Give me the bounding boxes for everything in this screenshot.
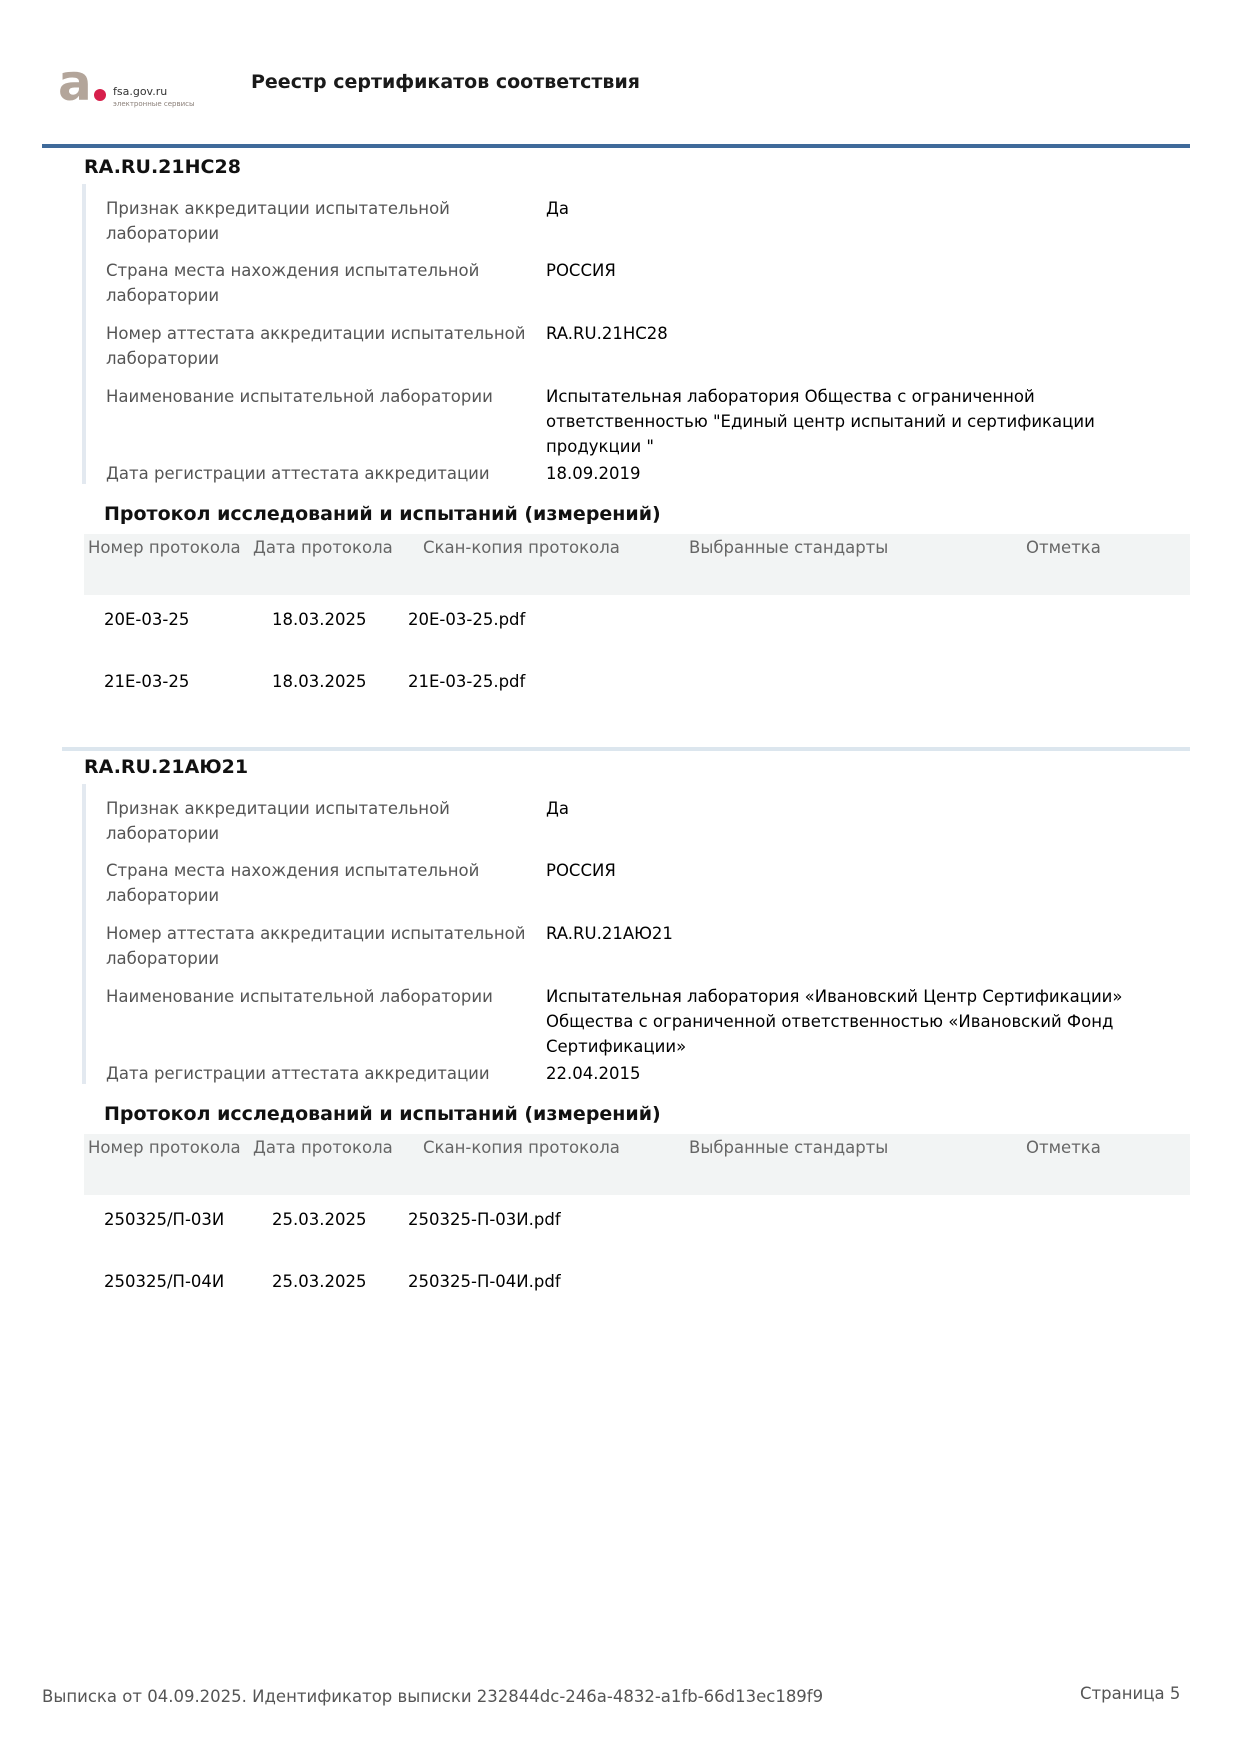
field-label: Дата регистрации аттестата аккредитации [106, 1064, 490, 1083]
column-header-date: Дата протокола [253, 1138, 393, 1157]
page-title: Реестр сертификатов соответствия [251, 71, 640, 93]
field-label: Наименование испытательной лаборатории [106, 987, 493, 1006]
section-divider [62, 747, 1190, 751]
field-label: Страна места нахождения испытательной лаборатории [106, 261, 480, 305]
lab-details [82, 784, 1186, 1084]
protocol-scan-link[interactable]: 20Е-03-25.pdf [408, 610, 526, 629]
field-value: Испытательная лаборатория Общества с ограниченной ответственностью "Единый центр испытаний и сертификации продукции " [546, 387, 1095, 456]
protocol-number: 21Е-03-25 [104, 672, 190, 691]
statement-footer: Выписка от 04.09.2025. Идентификатор выписки 232844dc-246a-4832-a1fb-66d13ec189f9 [42, 1687, 824, 1706]
protocol-title: Протокол исследований и испытаний (измерений) [104, 1103, 661, 1125]
protocol-date: 25.03.2025 [272, 1210, 367, 1229]
logo-subtitle: электронные сервисы [113, 100, 195, 108]
table-row [84, 1272, 1190, 1300]
header-divider [42, 144, 1190, 148]
table-row [84, 610, 1190, 638]
logo-dot-icon [94, 89, 106, 101]
column-header-standards: Выбранные стандарты [689, 538, 889, 557]
table-row [84, 1210, 1190, 1238]
protocol-scan-link[interactable]: 21Е-03-25.pdf [408, 672, 526, 691]
field-label: Наименование испытательной лаборатории [106, 387, 493, 406]
field-value: Испытательная лаборатория «Ивановский Центр Сертификации» Общества с ограниченной ответственностью «Ивановский Фонд Сертификации» [546, 987, 1123, 1056]
protocol-table-header [84, 534, 1190, 595]
protocol-scan-link[interactable]: 250325-П-03И.pdf [408, 1210, 561, 1229]
column-header-mark: Отметка [1026, 538, 1101, 557]
protocol-date: 18.03.2025 [272, 610, 367, 629]
protocol-scan-link[interactable]: 250325-П-04И.pdf [408, 1272, 561, 1291]
table-row [84, 672, 1190, 700]
field-label: Номер аттестата аккредитации испытательной лаборатории [106, 324, 526, 368]
field-value: 22.04.2015 [546, 1064, 641, 1083]
column-header-scan: Скан-копия протокола [423, 1138, 620, 1157]
protocol-number: 20Е-03-25 [104, 610, 190, 629]
protocol-number: 250325/П-03И [104, 1210, 225, 1229]
protocol-number: 250325/П-04И [104, 1272, 225, 1291]
field-value: Да [546, 199, 570, 218]
field-value: RA.RU.21АЮ21 [546, 924, 673, 943]
column-header-number: Номер протокола [88, 1138, 241, 1157]
field-label: Дата регистрации аттестата аккредитации [106, 464, 490, 483]
field-label: Номер аттестата аккредитации испытательной лаборатории [106, 924, 526, 968]
lab-id: RA.RU.21АЮ21 [84, 756, 249, 778]
fsa-logo[interactable] [58, 54, 218, 114]
page-header [0, 0, 1240, 150]
logo-domain: fsa.gov.ru [113, 85, 168, 98]
column-header-scan: Скан-копия протокола [423, 538, 620, 557]
field-value: RA.RU.21НС28 [546, 324, 668, 343]
column-header-standards: Выбранные стандарты [689, 1138, 889, 1157]
field-value: 18.09.2019 [546, 464, 641, 483]
lab-details [82, 184, 1186, 484]
logo-letter-icon: a [58, 54, 92, 112]
column-header-mark: Отметка [1026, 1138, 1101, 1157]
field-value: Да [546, 799, 570, 818]
lab-id: RA.RU.21НС28 [84, 156, 241, 178]
protocol-date: 18.03.2025 [272, 672, 367, 691]
field-label: Страна места нахождения испытательной лаборатории [106, 861, 480, 905]
protocol-table-header [84, 1134, 1190, 1195]
page-number: Страница 5 [1080, 1684, 1181, 1703]
field-label: Признак аккредитации испытательной лаборатории [106, 799, 450, 843]
field-label: Признак аккредитации испытательной лаборатории [106, 199, 450, 243]
field-value: РОССИЯ [546, 861, 616, 880]
protocol-title: Протокол исследований и испытаний (измерений) [104, 503, 661, 525]
field-value: РОССИЯ [546, 261, 616, 280]
protocol-date: 25.03.2025 [272, 1272, 367, 1291]
column-header-date: Дата протокола [253, 538, 393, 557]
column-header-number: Номер протокола [88, 538, 241, 557]
